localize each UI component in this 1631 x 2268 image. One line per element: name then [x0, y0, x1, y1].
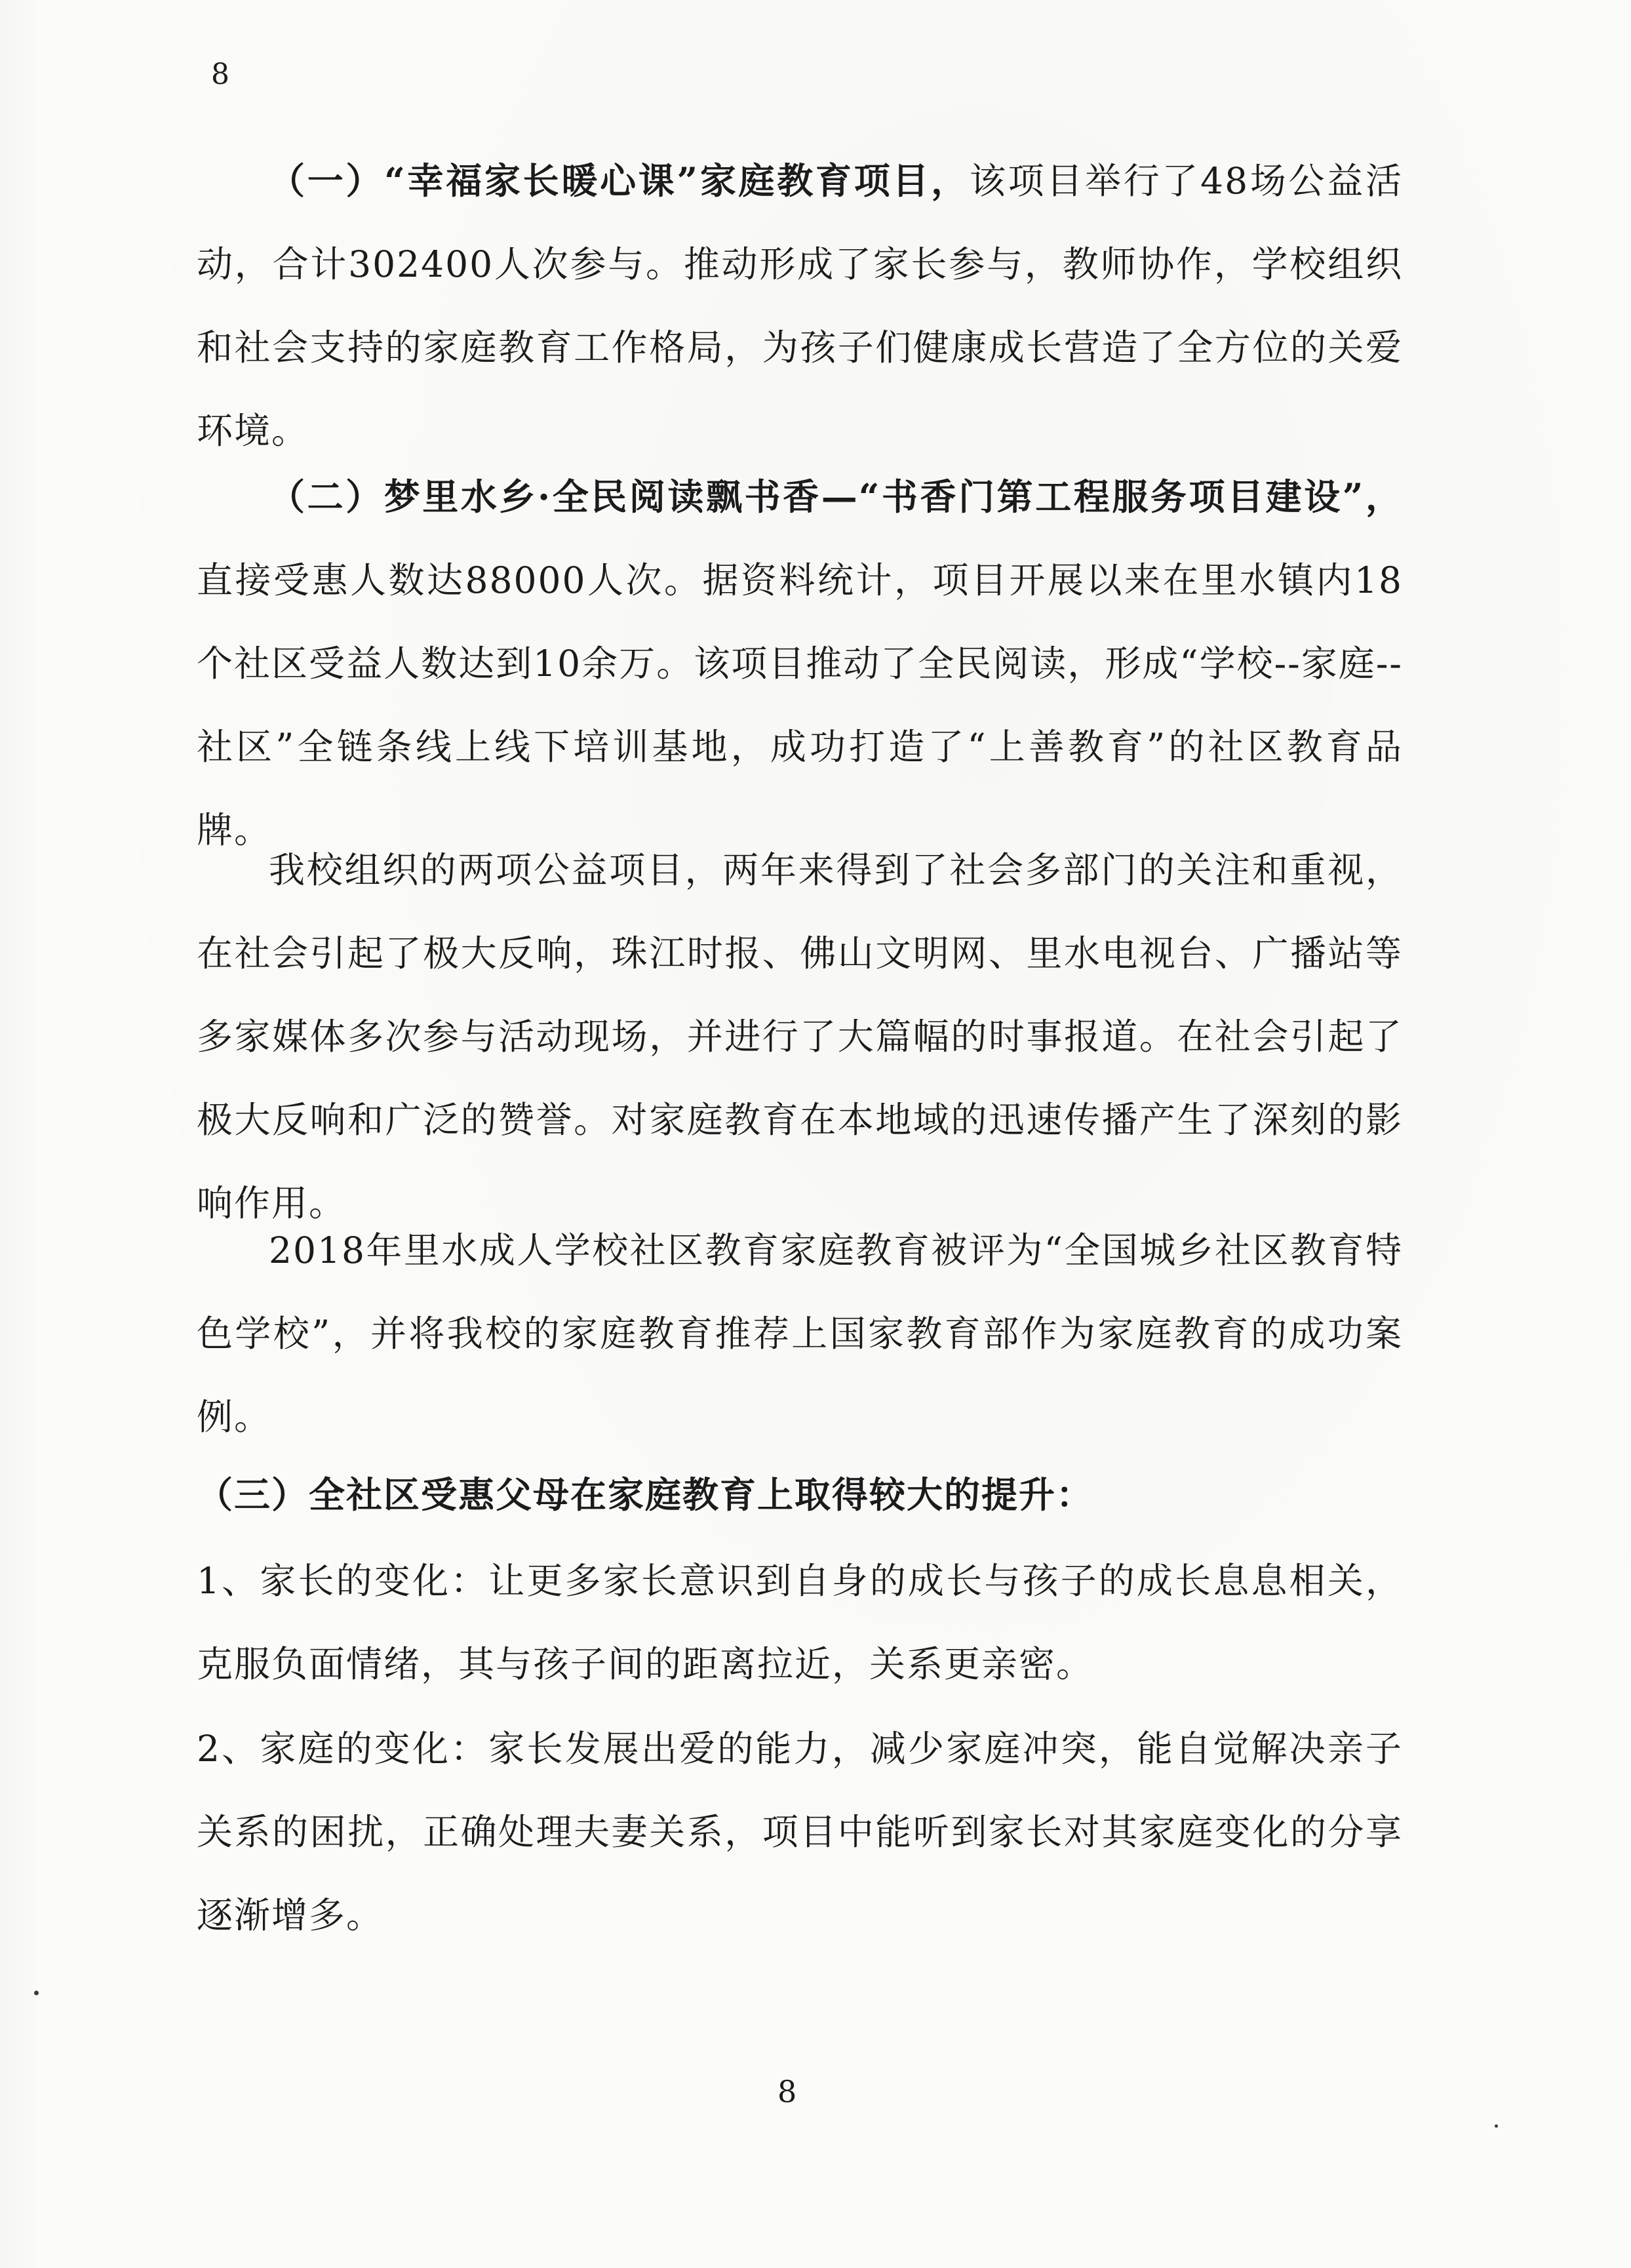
section-1-title: （一）“幸福家长暖心课”家庭教育项目，: [269, 159, 970, 202]
section-1-body: 该项目举行了48场公益活动，合计302400人次参与。推动形成了家长参与，教师协作，学校组织和社会支持的家庭教育工作格局，为孩子们健康成长营造了全方位的关爱环境。: [197, 160, 1403, 452]
section-1-paragraph: [197, 139, 1403, 473]
list-item-parent-change: 1、家长的变化：让更多家长意识到自身的成长与孩子的成长息息相关，克服负面情绪，其与孩子间的距离拉近，关系更亲密。: [197, 1560, 1403, 1685]
scan-speck: [1495, 2124, 1498, 2128]
section-2-paragraph: [197, 455, 1403, 872]
scan-speck: [34, 1991, 39, 1995]
section-3-title: （三）全社区受惠父母在家庭教育上取得较大的提升：: [197, 1473, 1094, 1516]
list-item-family-change: 2、家庭的变化：家长发展出爱的能力，减少家庭冲突，能自觉解决亲子关系的困扰，正确处理夫妻关系，项目中能听到家长对其家庭变化的分享逐渐增多。: [197, 1728, 1403, 1936]
page-number-top: 8: [211, 58, 229, 91]
media-coverage-paragraph: 我校组织的两项公益项目，两年来得到了社会多部门的关注和重视，在社会引起了极大反响，珠江时报、佛山文明网、里水电视台、广播站等多家媒体多次参与活动现场，并进行了大篇幅的时事报道。在社会引起了极大反响和广泛的赞誉。对家庭教育在本地域的迅速传播产生了深刻的影响作用。: [197, 849, 1403, 1224]
award-paragraph: 2018年里水成人学校社区教育家庭教育被评为“全国城乡社区教育特色学校”，并将我校的家庭教育推荐上国家教育部作为家庭教育的成功案例。: [197, 1229, 1403, 1438]
section-2-body: 直接受惠人数达88000人次。据资料统计，项目开展以来在里水镇内18个社区受益人数达到10余万。该项目推动了全民阅读，形成“学校--家庭--社区”全链条线上线下培训基地，成功打造了“上善教育”的社区教育品牌。: [197, 559, 1403, 851]
page-number-bottom: 8: [777, 2074, 797, 2109]
section-2-title: （二）梦里水乡·全民阅读飘书香—“书香门第工程服务项目建设”，: [269, 475, 1403, 518]
